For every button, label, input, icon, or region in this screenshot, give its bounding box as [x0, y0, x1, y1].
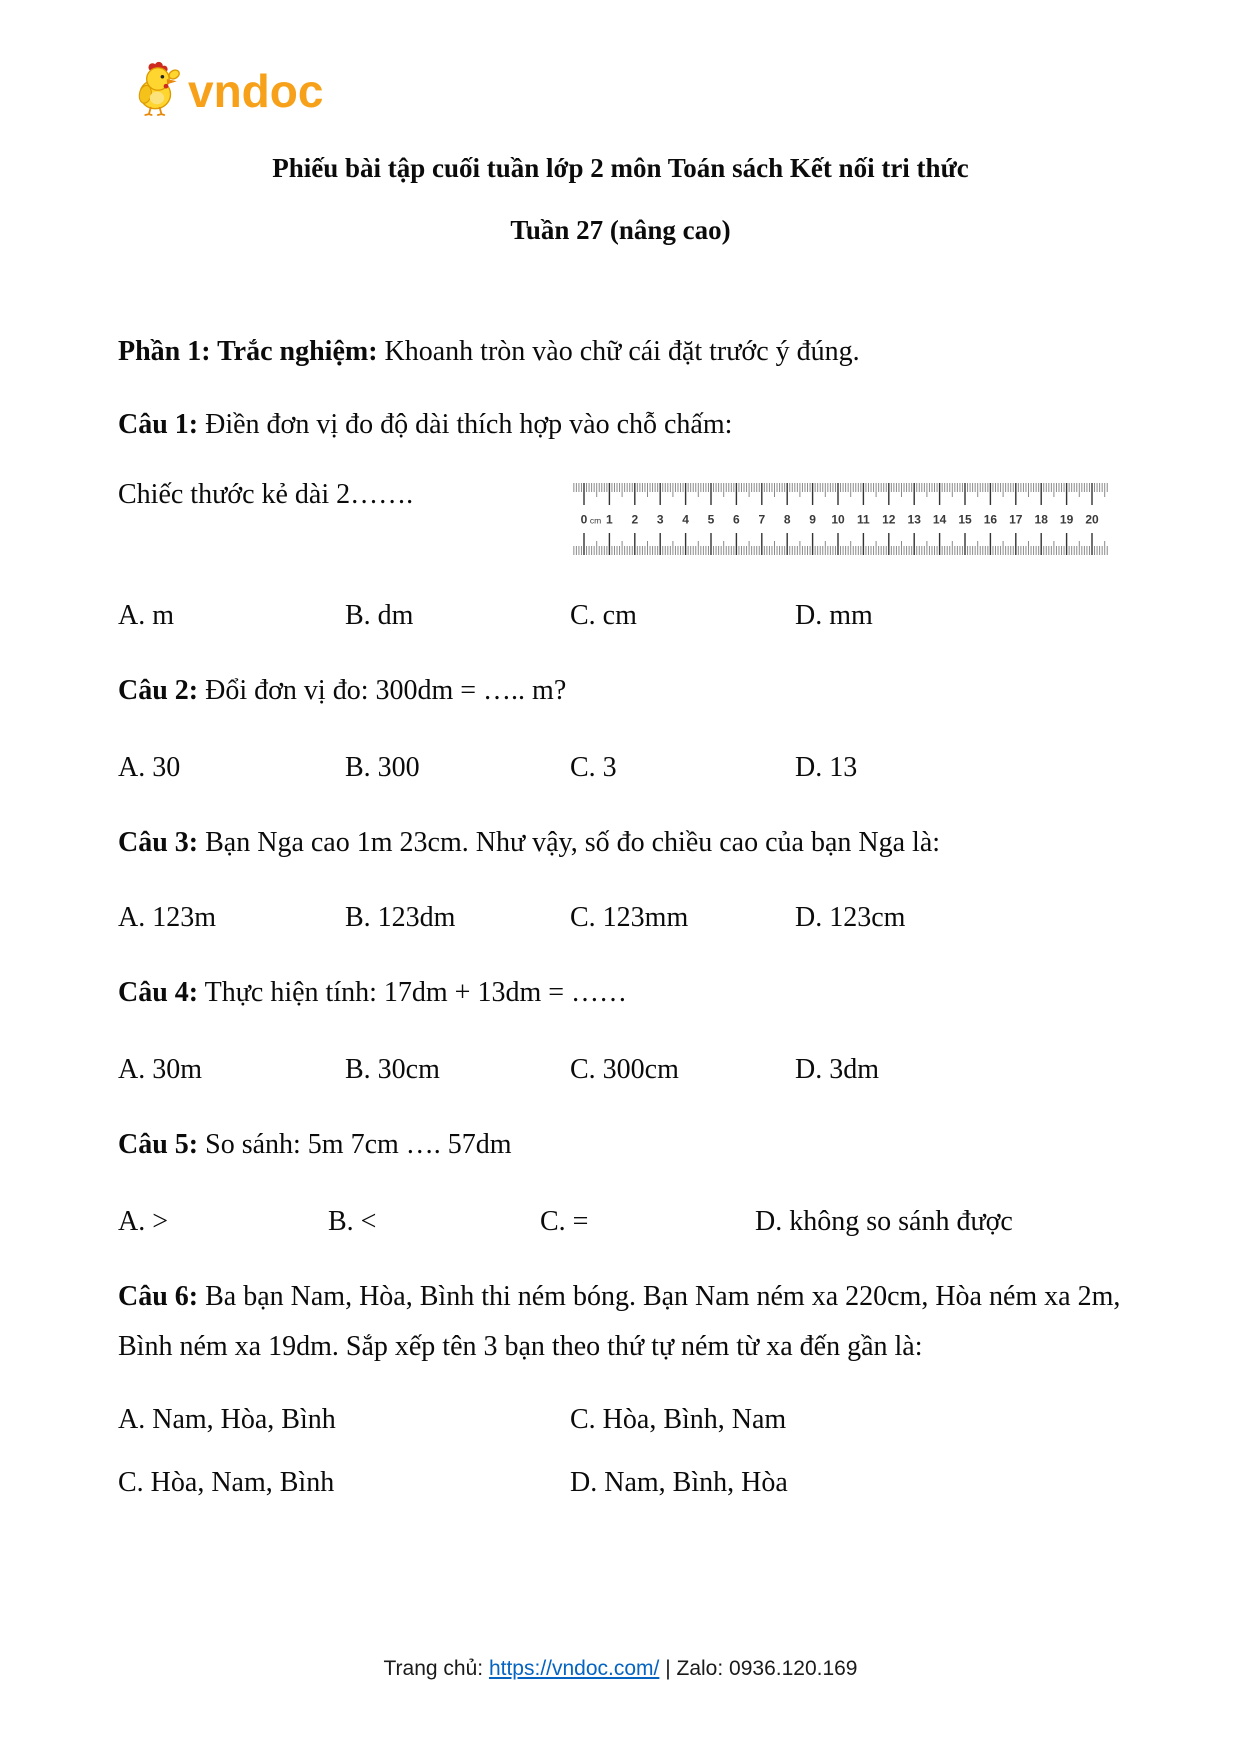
question-6-text: Ba bạn Nam, Hòa, Bình thi ném bóng. Bạn Nam ném xa 220cm, Hòa ném xa 2m, Bình ném xa 19dm. Sắp xếp tên 3 bạn theo thứ tự ném từ xa đến gần là:: [118, 1281, 1121, 1362]
question-4-label: Câu 4:: [118, 977, 199, 1008]
svg-text:8: 8: [783, 512, 791, 527]
option: C. 300cm: [570, 1054, 679, 1085]
option: D. 3dm: [795, 1054, 879, 1085]
option: A. 30: [118, 752, 181, 783]
question-4-text: Thực hiện tính: 17dm + 13dm = ……: [204, 977, 628, 1008]
option: C. cm: [570, 600, 637, 631]
svg-text:14: 14: [932, 512, 947, 527]
question-5: [118, 1127, 1123, 1163]
doc-subtitle: Tuần 27 (nâng cao): [510, 215, 731, 245]
question-1-label: Câu 1:: [118, 409, 199, 440]
svg-text:cm: cm: [589, 515, 602, 526]
question-3-label: Câu 3:: [118, 827, 199, 858]
brand-wordmark: vndoc: [188, 64, 324, 117]
question-1-text: Điền đơn vị đo độ dài thích hợp vào chỗ chấm:: [205, 409, 733, 440]
question-5-options: [118, 1204, 1123, 1240]
question-6: [118, 1272, 1123, 1372]
question-4-options: [118, 1052, 1123, 1088]
footer-home-label: Trang chủ:: [383, 1657, 484, 1680]
option: C. Hòa, Nam, Bình: [118, 1467, 335, 1498]
question-1-subtext: Chiếc thước kẻ dài 2…….: [118, 479, 414, 510]
chicken-mascot-icon: [130, 60, 184, 121]
page-footer: [0, 1655, 1241, 1683]
svg-text:7: 7: [758, 512, 766, 527]
question-1: [118, 407, 1123, 443]
svg-text:19: 19: [1059, 512, 1074, 527]
option: A. 30m: [118, 1054, 202, 1085]
option: D. Nam, Bình, Hòa: [570, 1467, 788, 1498]
question-6-label: Câu 6:: [118, 1281, 199, 1312]
svg-text:2: 2: [631, 512, 639, 527]
question-2-options: [118, 750, 1123, 786]
svg-text:10: 10: [831, 512, 845, 527]
option: D. 13: [795, 752, 858, 783]
option: A. m: [118, 600, 174, 631]
svg-text:3: 3: [656, 512, 664, 527]
option: C. 3: [570, 752, 617, 783]
option: C. Hòa, Bình, Nam: [570, 1404, 787, 1435]
option: B. <: [328, 1206, 377, 1237]
question-2: [118, 673, 1123, 709]
option: A. >: [118, 1206, 169, 1237]
option: A. 123m: [118, 902, 216, 933]
question-1-options: [118, 598, 1123, 634]
svg-text:6: 6: [733, 512, 740, 527]
vndoc-logo: [130, 60, 323, 121]
svg-text:18: 18: [1034, 512, 1048, 527]
question-2-text: Đổi đơn vị đo: 300dm = ….. m?: [205, 675, 567, 706]
option: A. Nam, Hòa, Bình: [118, 1404, 336, 1435]
option: B. 300: [345, 752, 420, 783]
option: B. dm: [345, 600, 414, 631]
svg-text:16: 16: [983, 512, 998, 527]
question-3-options: [118, 900, 1123, 936]
section-heading: [118, 334, 1123, 370]
question-5-text: So sánh: 5m 7cm …. 57dm: [205, 1129, 512, 1160]
question-6-options: [118, 1402, 1123, 1501]
section-instruction: Khoanh tròn vào chữ cái đặt trước ý đúng.: [384, 336, 860, 367]
question-2-label: Câu 2:: [118, 675, 199, 706]
svg-text:13: 13: [907, 512, 921, 527]
section-label: Phần 1: Trắc nghiệm:: [118, 336, 378, 367]
question-3: [118, 825, 1123, 861]
svg-text:11: 11: [857, 512, 870, 527]
option: D. 123cm: [795, 902, 906, 933]
footer-zalo-text: | Zalo: 0936.120.169: [665, 1657, 858, 1680]
option: B. 123dm: [345, 902, 456, 933]
ruler-svg: [570, 483, 1110, 555]
footer-home-link[interactable]: https://vndoc.com/: [488, 1657, 660, 1680]
question-3-text: Bạn Nga cao 1m 23cm. Như vậy, số đo chiều cao của bạn Nga là:: [205, 827, 941, 858]
option: B. 30cm: [345, 1054, 440, 1085]
option: D. mm: [795, 600, 873, 631]
svg-text:0: 0: [580, 512, 588, 527]
svg-text:1: 1: [606, 512, 613, 527]
ruler-image: [570, 483, 1110, 555]
option: C. =: [540, 1206, 589, 1237]
question-4: [118, 975, 1123, 1011]
doc-title: Phiếu bài tập cuối tuần lớp 2 môn Toán sách Kết nối tri thức: [272, 153, 969, 183]
svg-text:9: 9: [809, 512, 816, 527]
svg-text:20: 20: [1085, 512, 1099, 527]
option: D. không so sánh được: [755, 1206, 1013, 1237]
svg-text:17: 17: [1009, 512, 1023, 527]
svg-text:15: 15: [958, 512, 972, 527]
option: C. 123mm: [570, 902, 689, 933]
svg-text:4: 4: [682, 512, 689, 527]
svg-text:12: 12: [882, 512, 896, 527]
svg-text:5: 5: [707, 512, 715, 527]
question-5-label: Câu 5:: [118, 1129, 199, 1160]
